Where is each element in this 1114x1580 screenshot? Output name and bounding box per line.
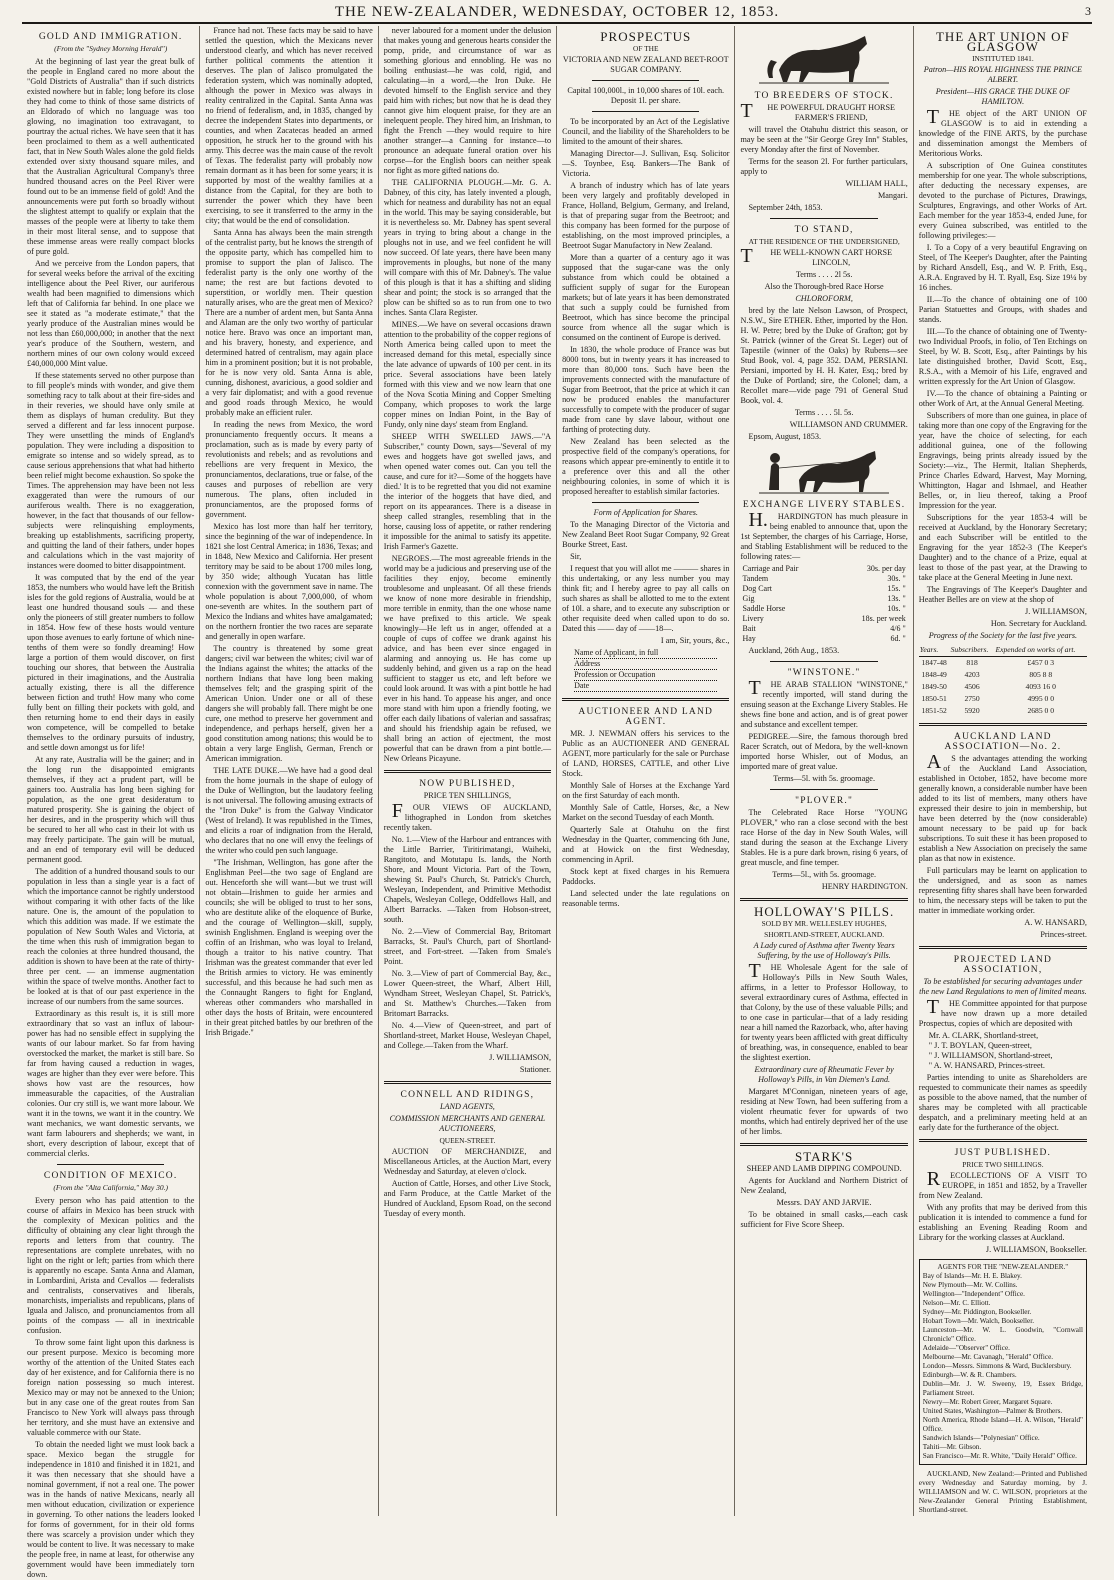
paragraph: I. To a Copy of a very beautiful Engraving on Steel, of The Keeper's Daughter, after the Painting by Richard Ansdell, Esq., and W. P. Frith, Esq., A.R.A. Engraved by H. T. Ryall, Esq. Size 19¼ by 16 inches. <box>918 243 1087 292</box>
art-union-body5: The Engravings of The Keeper's Daughter and Heather Belles are on view at the shop of <box>918 585 1087 604</box>
columns <box>22 26 1092 1579</box>
stand-also: Also the Thorough-bred Race Horse <box>764 282 884 291</box>
stand-terms2: Terms . . . . 5l. 5s. <box>794 408 854 417</box>
projected-lede: To be established for securing advantages under the new Land Regulations to men of limited means. <box>919 977 1087 996</box>
paragraph: Launceston—Mr. W. L. Goodwin, "Cornwall Chronicle" Office. <box>922 1326 1083 1343</box>
form-addressee: To the Managing Director of the Victoria and New Zealand Beet Root Sugar Company, 92 Great Bourke Street, East. <box>562 520 730 549</box>
land-assoc-sign-place: Princes-street. <box>1040 930 1087 939</box>
connell-street: QUEEN-STREET. <box>439 1136 496 1145</box>
table-row: Bait 4/6 " <box>742 624 906 633</box>
paragraph: THE LATE DUKE.—We have had a good deal from the home journals in the shape of eulogy of the Duke of Wellington, but the laudatory feeling is not universal. The following amusing extracts of the "Iron Duke" is from the Galway Vindicator (West of Ireland). It was republished in the Times, and elicits a roar of indignation from the Herald, who declares that no one will envy the feelings of the writer who could pen such language. <box>205 766 373 855</box>
paragraph: The addition of a hundred thousand souls to our population in less than a single year is a fact of which the importance cannot be rightly understood without comparing it with other facts of the like nature. One is, the amount of the population to which this addition was made. If we estimate the population of New South Wales and Victoria, at the time when this rush of immigration began to reach the colonies at three hundred thousand, the addition is shown to have been at the rate of thirty-three per cent. — an immense augmentation within the space of twelve months. Another fact to be looked at is that of our past experience in the increase of our numbers from the same sources. <box>27 867 195 1006</box>
plover-terms: Terms—5l., with 5s. groomage. <box>772 870 877 879</box>
starks-heading: STARK'S <box>795 1149 854 1164</box>
projected-heading: PROJECTED LAND ASSOCIATION, <box>953 955 1053 975</box>
prospectus-heading: PROSPECTUS <box>600 29 692 44</box>
paragraph: No. 1.—View of the Harbour and entrances with the Little Barrier, Tiritirimatangi, Waiheki, Rangitoto, and Motutapu Is. lands, the North Shore, and Mount Victoria. Part of the Town, shewing St. Paul's Church, St. Patrick's Church, Wesleyan, Independent, and Primitive Methodist Chapels, Wesleyan College, Oddfellows Hall, and Albert Barracks. —Taken from Hobson-street, south. <box>383 835 552 924</box>
prospectus-capital: Capital 100,000l., in 10,000 shares of 10l. each. Deposit 1l. per share. <box>567 86 725 105</box>
page-number: 3 <box>1085 4 1092 18</box>
starks-title: SHEEP AND LAMB DIPPING COMPOUND. <box>746 1164 902 1173</box>
paragraph: Nelson—Mr. C. Elliott. <box>922 1299 991 1307</box>
winstone-pedigree: PEDIGREE.—Sire, the famous thorough bred Racer Scratch, out of Medora, by the well-known imported horse Whisler, out of Modus, an imported mare of great value. <box>740 732 908 771</box>
holloway-street: SHORTLAND-STREET, AUCKLAND. <box>764 930 885 939</box>
plover-sign: HENRY HARDINGTON. <box>821 882 908 891</box>
breeders-heading: TO BREEDERS OF STOCK. <box>754 91 894 101</box>
divider <box>770 661 877 662</box>
paragraph: Bay of Islands—Mr. H. E. Blakey. <box>922 1272 1022 1280</box>
breeders-title: THE POWERFUL DRAUGHT HORSE FARMER'S FRIEND, <box>740 100 896 122</box>
holloway-lede2: Extraordinary cure of Rheumatic Fever by Holloway's Pills, in Van Diemen's Land. <box>754 1065 894 1084</box>
divider <box>770 218 877 219</box>
column-6 <box>914 26 1092 1516</box>
paragraph: III.—To the chance of obtaining one of Twenty-two Individual Proofs, in folio, of Ten Etchings on Steel, by W. B. Scott, Esq., after Paintings by his late distinguished brother, David Scott, Esq., R.S.A., with a Memoir of his Life, engraved and written expressly for the Art Union of Glasgow. <box>918 327 1087 386</box>
paragraph: Newry—Mr. Robert Greer, Margaret Square. <box>922 1398 1053 1406</box>
column-1 <box>22 26 200 1579</box>
livery-heading: EXCHANGE LIVERY STABLES. <box>742 500 906 510</box>
paragraph: To obtain the needed light we must look back a space. Mexico began the struggle for independence in 1810 and finished it in 1821, and it was then necessary that she should have a nominal government, if not a real one. The power was in the hands of native Mexicans, nearly all men without education, civilization or experience in governing. To other nations the leaders looked for forms of government, for in their old forms there was scarcely a provision under which they would be content to live. It was necessary to make the people free, in name at least, for otherwise any government would have been immediately torn down. <box>27 1440 195 1579</box>
published-views <box>384 835 551 1051</box>
list-item: " J. WILLIAMSON, Shortland-street, <box>928 1051 1053 1060</box>
list-item: " J. T. BOYLAN, Queen-street, <box>928 1041 1032 1050</box>
art-union-sign-role: Hon. Secretary for Auckland. <box>990 619 1087 628</box>
column-2 <box>200 26 378 1516</box>
table-row: 1848-49 4203 805 8 8 <box>921 670 1053 679</box>
paragraph: No. 2.—View of Commercial Bay, Britomart Barracks, St. Paul's Church, part of Shortland-street, and Fort-street. —Taken from Smale's Point. <box>383 927 552 966</box>
paragraph: THE CALIFORNIA PLOUGH.—Mr. G. A. Dabney, of this city, has lately invented a plough, which for neatness and durability has not an equal in the world. This may be saying considerable, but it is nevertheless so. Mr. Dabney has spent several years in trying to bring about a change in the ploughs not in use, and we feel confident he will now succeed. Of late years, there have been many improvements in ploughs, but none of the many will compare with this of Mr. Dabney's. The value of this plough is that it has a shifting and sliding shear and point; the stock is so arranged that the plow can be shifted so as to run from one to two inches. Santa Clara Register. <box>383 178 552 317</box>
form-field[interactable]: Address <box>574 659 717 670</box>
horse-engraving-icon <box>749 30 899 85</box>
art-union-body3: Subscribers of more than one guinea, in place of taking more than one copy of the Engraving for the year, have the choice of selecting, for each additional guinea, one of the following Engravings, being prints already issued by the Society:—viz., The Hermit, Italian Shepherds, Prince Charles Edward, Harvest, May Morning, Whittington, Hagar and Ishmael, and Heather Belles, or, in lieu thereof, taking a Proof Impression for the year. <box>918 411 1087 510</box>
masthead-title: THE NEW-ZEALANDER, WEDNESDAY, OCTOBER 12, 1853. <box>334 4 780 20</box>
table-row: Dog Cart 15s. " <box>742 584 906 593</box>
breeders-date: September 24th, 1853. <box>748 203 823 212</box>
stand-terms: Terms . . . . 2l 5s. <box>795 270 853 279</box>
gold-heading: GOLD AND IMMIGRATION. <box>38 32 183 42</box>
paragraph: NEGROES.—The most agreeable friends in the world may be a judicious and preserving use of the facilities they enjoy, become eminently troublesome and unpleasant. Of all these friends we know of none more desirable in friendship, more terrible in enmity, than the one whose name we have prefixed to this article. We speak knowingly—He left us in anger, offended at a couple of cups of coffee we drank against his advice, and has been ever since engaged in alarming and annoying us. He has come up suddenly behind, and given us a rap on the head sufficient to stagger us etc, and left before we could look around. It was with a pint bottle he had ever in his hand. To appease his anger, and once more stand with him upon a friendly footing, we offer each daily libations of valerian and sassafras; and should his friendship again be refused, we shall bring an action of ejectment, the most powerful that can be drawn from a pint bottle.—New Orleans Picayune. <box>383 554 552 763</box>
plover-body: The Celebrated Race Horse "YOUNG PLOVER," who ran a close second with the best race Horse of the day in New South Wales, will stand during the season at the Exchange Livery Stables. He is a pure dark brown, rising 6 years, of great muscle, and fine temper. <box>740 808 908 867</box>
paragraph: II.—To the chance of obtaining one of 100 Parian Statuettes and Groups, with shades and stands. <box>918 295 1087 324</box>
art-union-body2: A subscription of One Guinea constitutes membership for one year. The whole subscriptions, after deducting the necessary expenses, are devoted to the purchase of Pictures, Drawings, Sculptures, Engravings, and other Works of Art. Each member for the year 1853-4, ended June, for every Guinea subscribed, was entitled to the following privileges:— <box>918 161 1087 240</box>
paragraph: never laboured for a moment under the delusion that makes young and generous hearts consider the pomp, pride, and circumstance of war as something glorious and ennobling. He was no boiling enthusiast—he was cold, rigid, and calculating—in a word,—the Iron Duke. He devoted himself to the English service and they paid him with riches; but now that he is dead they cannot give him eloquent praise, for they are an inelequent people. They hired him, an Irishman, to fight the French —they would require to hire another stranger—a Canning for instance—to pronounce an adequate funeral oration over his corpse—for the English boors can neither speak nor fight as more gifted nations do. <box>383 26 552 175</box>
paragraph: Stock kept at fixed charges in his Remuera Paddocks. <box>562 867 730 886</box>
paragraph: Managing Director—J. Sullivan, Esq. Solicitor—S. Toynbee, Esq. Bankers—The Bank of Victoria. <box>562 149 730 178</box>
mexico-heading: CONDITION OF MEXICO. <box>43 1171 178 1181</box>
table-row: 1850-51 2750 4995 0 0 <box>921 694 1055 703</box>
newman-body <box>562 729 729 909</box>
table-row: Saddle Horse 10s. " <box>742 604 906 613</box>
table-row: 1851-52 5920 2685 0 0 <box>921 706 1055 715</box>
stand-sub: AT THE RESIDENCE OF THE UNDERSIGNED, <box>748 237 900 246</box>
winstone-heading: "WINSTONE." <box>787 668 861 678</box>
art-union-sign: J. WILLIAMSON, <box>1025 607 1087 616</box>
paragraph: New Zealand has been selected as the prospective field of the company's operations, for reasons which appear pre-eminently to entitle it to a preference over this and all the other neighbouring colonies, in some of which it is proposed hereafter to establish similar factories. <box>562 437 730 496</box>
breeders-name: WILLIAM HALL, <box>845 179 908 188</box>
stand-date: Epsom, August, 1853. <box>748 432 821 441</box>
starks-agents: Messrs. DAY AND JARVIE. <box>776 1198 872 1207</box>
form-sign: I am, Sir, yours, &c., <box>660 636 730 645</box>
column-5 <box>735 26 913 1516</box>
progress-table-title: Progress of the Society for the last five years. <box>928 631 1078 640</box>
column-4 <box>557 26 735 1516</box>
just-published-price: PRICE TWO SHILLINGS. <box>962 1160 1044 1169</box>
table-row: Tandem 30s. " <box>742 574 906 583</box>
divider <box>592 111 699 112</box>
gold-source: (From the "Sydney Morning Herald") <box>54 44 168 53</box>
holloway-sub: SOLD BY MR. WELLESLEY HUGHES, <box>761 919 887 928</box>
agents-box <box>919 1259 1087 1465</box>
paragraph: Edinburgh—W. & R. Chambers. <box>922 1371 1017 1379</box>
newman-heading: AUCTIONEER AND LAND AGENT. <box>578 707 714 727</box>
list-item: Mr. A. CLARK, Shortland-street, <box>928 1031 1039 1040</box>
connell-body <box>384 1147 551 1219</box>
connell-sub2: COMMISSION MERCHANTS AND GENERAL AUCTIONEERS, <box>389 1114 546 1133</box>
mexico-continued <box>205 26 372 1038</box>
divider <box>740 898 907 901</box>
table-header-row: Years. Subscribers. Expended on works of art. <box>919 644 1087 657</box>
divider <box>919 946 1087 949</box>
breeders-terms: Terms for the season 2l. For further particulars, apply to <box>740 157 908 176</box>
paragraph: More than a quarter of a century ago it was supposed that the sugar-cane was the only substance from which could be obtained a sufficient supply of sugar for the European markets; but of late years it has been demonstrated that such a supply could be furnished from Beetroot, which has since become the principal source from whence all the sugar which is consumed on the continent of Europe is derived. <box>562 253 730 342</box>
art-union-privileges <box>919 243 1087 409</box>
published-price: PRICE TEN SHILLINGS, <box>423 791 512 800</box>
form-field[interactable]: Date <box>574 681 717 692</box>
connell-sub1: LAND AGENTS, <box>439 1102 495 1111</box>
holloway-heading: HOLLOWAY'S PILLS. <box>754 904 895 919</box>
land-assoc-heading: AUCKLAND LAND ASSOCIATION—No. 2. <box>944 732 1062 752</box>
art-union-president: President—HIS GRACE THE DUKE OF HAMILTON. <box>935 87 1071 106</box>
paragraph: Every person who has paid attention to the course of affairs in Mexico has been struck with the complexity of Mexican politics and the difficulty of obtaining any clear light through the reports and letters from that country. The representations are complete unrebates, with no light on the right or left; parties from which there is apparently no escape. Santa Anna and Alaman, in Lombardini, Arista and Cevallos — federalists and centralists, conservatives and liberals, monarchists, imperialists and republicans, plans of Iguala and Jalisco, and pronunciamentos from all points of the compass — all in inextricable confusion. <box>27 1196 195 1335</box>
starks-foot: To be obtained in small casks,—each cask sufficient for Five Score Sheep. <box>740 1210 908 1229</box>
paragraph: Wellington—"Independent" Office. <box>922 1290 1025 1298</box>
form-title: Form of Application for Shares. <box>593 508 698 517</box>
paragraph: Santa Anna has always been the main strength of the centralist party, but he knows the strength of the opposite party, which has compelled him to promise to support the plan of Jalisco. The federalist party is the only one worthy of the name; the rest are but factions devoted to superstition, or worldly men. Their question naturally arises, who are the great men of Mexico? There are a number of ardent men, but Santa Anna and Alaman are the only two worthy of particular notice here. Bravo was once an important man, and his bravery, honesty, and experience, and determined hatred of centralism, may again place him in a prominent position; but it is not probable, for he is now very old. Santa Anna is able, cunning, dishonest, avaricious, a good soldier and a very fair diplomatist; and with a good revenue and good roads through Mexico, he would probably make an efficient ruler. <box>205 228 373 417</box>
agents-heading: AGENTS FOR THE "NEW-ZEALANDER." <box>937 1263 1069 1271</box>
breeders-place: Mangari. <box>878 191 908 200</box>
paragraph: To throw some faint light upon this darkness is our present purpose. Mexico is becoming more worthy of the attention of the United States each day of her existence, and for California there is no foreign nation possessing so much interest. Mexico may or may not be annexed to the Union; but in any case one of the great routes from San Francisco to New York will always pass through her territory, and she must have an extensive and valuable commerce with our State. <box>27 1338 195 1437</box>
paragraph: A branch of industry which has of late years been very largely and profitably developed in France, Holland, Belgium, Germany, and Ireland, is that of preparing sugar from the Beetroot; and this company has been formed for the purpose of establishing, on the most improved principles, a Beetroot Sugar Manufactory in New Zealand. <box>562 181 730 250</box>
holloway-lede: A Lady cured of Asthma after Twenty Years Suffering, by the use of Holloway's Pills. <box>753 941 895 960</box>
misc-articles <box>384 26 551 764</box>
divider <box>770 789 877 790</box>
paragraph: AUCTION OF MERCHANDIZE, and Miscellaneous Articles, at the Auction Mart, every Wednesday and Saturday, at eleven o'clock. <box>383 1147 552 1176</box>
paragraph: Adelaide—"Observer" Office. <box>922 1344 1010 1352</box>
published-signature: J. WILLIAMSON, <box>489 1053 552 1062</box>
stand-name: WILLIAMSON AND CRUMMER. <box>789 420 908 429</box>
form-salutation: Sir, <box>570 552 582 561</box>
table-row: Hay 6d. " <box>742 634 906 643</box>
table-row: Carriage and Pair 30s. per day <box>742 564 906 573</box>
mexico-source: (From the "Alta California," May 30.) <box>53 1183 168 1192</box>
paragraph: France had not. These facts may be said to have settled the question, which the Mexicans never understood clearly, and which has never received further political comments the attention it deserves. The plan of Jalisco promulgated the federation system, which was nominally adopted, although the power in Mexico was always in reality centralized in the Capital. Santa Anna was no friend of federalism, and, in 1835, changed by decree the independent States into departments, or counties, and when Zacatecas headed an armed opposition, he struck her to the ground with his army. This decree was the main cause of the revolt of Texas. The federalist party will probably now remain dormant as it has been for some years; it is supported by most of the wealthy families at a distance from the Capital, for they are both to surrender the power which they have been exercising, to see it transferred to the army in the city; that would be the end of consolidation. <box>205 26 373 225</box>
art-union-body4: Subscriptions for the year 1853-4 will be received at Auckland, by the Honorary Secretary; and each Subscriber will be entitled to the Engraving for the year 1852-3 (The Keeper's Daughter) and to the chance of a Prize, equal at least to those of the past year, at the Drawing to take place at the General Meeting in June next. <box>918 513 1087 582</box>
stand-title: THE WELL-KNOWN CART HORSE LINCOLN, <box>740 245 893 267</box>
winstone-body: THE ARAB STALLION "WINSTONE," recently imported, will stand during the ensuing season at the Exchange Livery Stables. He shews fine bone and action, and is of great power and substance and excellent temper. <box>740 677 908 729</box>
paragraph: New Plymouth—Mr. W. Collins. <box>922 1281 1018 1289</box>
paragraph: Dublin—Mr. J. W. Sweeny, 19, Essex Bridge, Parliament Street. <box>922 1380 1083 1397</box>
art-union-patron: Patron—HIS ROYAL HIGHNESS THE PRINCE ALBERT. <box>923 65 1082 84</box>
land-assoc-body2: Full particulars may be learnt on application to the undersigned, and as soon as names representing fifty shares shall have been forwarded to him, the necessary steps will be taken to put the matter in immediate working order. <box>918 866 1087 915</box>
just-published-sign: J. WILLIAMSON, Bookseller. <box>985 1245 1087 1254</box>
paragraph: Tahiti—Mr. Gibson. <box>922 1443 982 1451</box>
paragraph: "The Irishman, Wellington, has gone after the Englishman Peel—the two sage of England are out. Henceforth she will want—but we trust will not obtain—Irishmen to guide her armies and councils; she will be obliged to trust to her sons, who are destitute alike of the eloquence of Burke, and the courage of Wellington—skill, supply, swinish Englishmen. England is weeping over the coffin of an Irishman, who was loyal to Ireland, though a traitor to his native country. That Irishman was the greatest commander that ever led the British armies to victory. He was eminently successful, and this because he had such men as the Connaught Rangers to fight for England, whereas other commanders who marshalled in other days the hosts of Britain, were encountered in their great pitched battles by our brethren of the Irish Brigade." <box>205 858 373 1037</box>
form-field[interactable]: Profession or Occupation <box>574 670 717 681</box>
paragraph: London—Messrs. Simmons & Ward, Bucklersbury. <box>922 1362 1072 1370</box>
just-published-heading: JUST PUBLISHED. <box>954 1148 1052 1158</box>
paragraph: Monthly Sale of Cattle, Horses, &c, a New Market on the second Tuesday of each Month. <box>562 803 730 822</box>
holloway-body2: Margaret M'Connigan, nineteen years of age, residing at New Town, had been suffering from a violent rheumatic fever for upwards of two months, which had entirely deprived her of the use of her limbs. <box>740 1087 908 1136</box>
imprint: AUCKLAND, New Zealand:—Printed and Published every Wednesday and Saturday morning, by J. WILLIAMSON and W. C. WILSON, proprietors at the New-Zealander General Printing Establishment, Shortland-street. <box>918 1469 1087 1514</box>
application-form <box>574 648 717 692</box>
projected-body2: Parties intending to unite as Shareholders are requested to communicate their names as speedily as possible to the above named, that the number of shares may be completed with all practicable despatch, and a preliminary meeting held at an early date for the furtherance of the object. <box>918 1073 1087 1132</box>
divider <box>919 723 1087 726</box>
plover-heading: "PLOVER." <box>795 796 854 806</box>
paragraph: MR. J. NEWMAN offers his services to the Public as an AUCTIONEER AND GENERAL AGENT, more particularly for the sale or Purchase of LAND, HORSES, CATTLE, and other Live Stock. <box>562 729 730 778</box>
form-field[interactable]: Name of Applicant, in full <box>574 648 717 659</box>
divider <box>562 698 729 701</box>
paragraph: Sydney—Mr. Piddington, Bookseller. <box>922 1308 1032 1316</box>
paragraph: The country is threatened by some great dangers; civil war between the whites; civil war of the Indians against the whites; the attacks of the northern Indians that have long been making themselves felt; and the grasping spirit of the American Union. Under one or all of these dangers she will probably fall. There might be one cure, one method to preserve her government and independence, and perhaps herself, given her a good constitution among nations; this would be to obtain a very large English, German, French or American immigration. <box>205 644 373 763</box>
paragraph: At any rate, Australia will be the gainer; and in the long run the disappointed emigrants themselves, if they act a prudent part, will be gainers too. Australia has long been sighing for population, as the one great desideratum to matured prosperity. She is gaining the object of her desires, and in the prosperity which will thus be secured to her all who cast in their lot with us may freely participate. The gain will be mutual, and an end of temporary evil will be deduced permanent good. <box>27 755 195 864</box>
prospectus-of: OF THE <box>632 44 659 53</box>
connell-heading: CONNELL AND RIDINGS, <box>400 1090 535 1100</box>
paragraph: To be incorporated by an Act of the Legislative Council, and the liability of the Shareholders to be limited to the amount of their shares. <box>562 117 730 146</box>
table-row: 1849-50 4506 4093 16 0 <box>921 682 1056 691</box>
paragraph: Hobart Town—Mr. Walch, Bookseller. <box>922 1317 1035 1325</box>
progress-table <box>919 644 1087 717</box>
paragraph: SHEEP WITH SWELLED JAWS.—"A Subscriber," county Down, says—'Several of my ewes and hoggets have got swelled jaws, and when opened water comes out. Can you tell the cause, and cure for it?—Some of the hoggets have died.' It is to be regretted that you did not examine the interior of the hoggets that have died, and report on its appearances. There is a disease in sheep called strangles, resembling that in the horse, causing loss of appetite, or rather rendering it impossible for the animal to satisfy its appetite. Irish Farmer's Gazette. <box>383 432 552 551</box>
paragraph: No. 4.—View of Queen-street, and part of Shortland-street, Market House, Wesleyan Chapel, and College.—Taken from the Wharf. <box>383 1021 552 1050</box>
stand-horse: CHLOROFORM, <box>795 294 853 303</box>
paragraph: Quarterly Sale at Otahuhu on the first Wednesday in the Quarter, commencing 6th June, and at Howick on the first Wednesday, commencing in April. <box>562 825 730 864</box>
starks-body: Agents for Auckland and Northern District of New Zealand, <box>740 1176 908 1195</box>
paragraph: Mexico has lost more than half her territory, since the beginning of the war of independence. In 1821 she lost Central America; in 1836, Texas; and in 1848, New Mexico and California. Her present territory may be said to be about 1700 miles long, by 350 wide; although Yucatan has little connexion with the government save in name. The whole population is about 7,000,000, of whom one-seventh are whites. In the southern part of Mexico the Indians and whites have amalgamated; on the northern frontier the two races are separate and generally in open warfare. <box>205 522 373 641</box>
art-union-instituted: INSTITUTED 1841. <box>972 54 1034 63</box>
just-published-body2: With any profits that may be derived from this publication it is intended to commence a fund for establishing an Evening Reading Room and Library for the working classes at Auckland. <box>918 1203 1087 1242</box>
paragraph: Monthly Sale of Horses at the Exchange Yard on the first Saturday of each month. <box>562 781 730 800</box>
divider <box>919 1139 1087 1142</box>
land-assoc-sign: A. W. HANSARD, <box>1024 918 1087 927</box>
published-signature-role: Stationer. <box>519 1065 552 1074</box>
breeders-body: will travel the Otahuhu district this season, or may be seen at the "Sir George Grey Inn" Stables, every Monday after the first of November. <box>740 125 908 154</box>
livery-rates-table <box>740 564 907 644</box>
stand-body: bred by the late Nelson Lawson, of Prospect, N.S.W., Sire ETHER. Ether, imported by the Hon. H. W. Petre; bred by the Duke of Grafton; got by St. Patrick (winner of the Great St. Leger) out of Tapestile (winner of the Oaks) by Rubens—see Stud Book, vol. 4, page 352. DAM, PERSIANI. Persiani, imported by H. H. Kater, Esq.; bred by the Duke of Portland; sire, the Colonel; dam, a Recollet mare—vide page 791 of General Stud Book, vol. 4. <box>740 306 908 405</box>
winstone-terms: Terms—5l. with 5s. groomage. <box>773 774 875 783</box>
published-title: FOUR VIEWS OF AUCKLAND, lithographed in London from sketches recently taken. <box>383 800 552 832</box>
art-union-body: THE object of the ART UNION OF GLASGOW is to aid in extending a knowledge of the FINE ARTS, by the purchase and dissemination amongst the Members of Meritorious Works. <box>918 106 1087 158</box>
livery-body: H.HARDINGTON has much pleasure in being enabled to announce that, upon the 1st September, the charges of his Carriage, Horse, and Stabling Establishment will be reduced to the following rates:— <box>740 509 908 561</box>
paragraph: It was computed that by the end of the year 1853, the numbers who would have left the British isles for the gold regions of Australia, would be at least one hundred thousand souls — and these only the pioneers of still greater numbers to follow in 1854. How few of these hosts would venture upon those avenues to early fortune of which nine-tenths of them were so fondly dreaming! How large a portion of them would discover, on first touching our shores, that between the Australia pictured in their imaginations, and the Australia actually existing, there is all the difference between fiction and truth! How many who come fully bent on filling their pockets with gold, and then returning home to end their days in easily won competence, will be compelled to betake themselves to the ordinary pursuits of industry, and settle down amongst us for life! <box>27 573 195 752</box>
divider <box>592 502 699 503</box>
art-union-heading: THE ART UNION OF GLASGOW <box>935 29 1070 54</box>
paragraph: IV.—To the chance of obtaining a Painting or other Work of Art, at the Annual General Meeting. <box>918 389 1087 408</box>
table-row: 1847-48 818 £457 0 3 <box>921 658 1055 667</box>
projected-agents <box>919 1031 1087 1071</box>
paragraph: And we perceive from the London papers, that for several weeks before the arrival of the exciting intelligence about the Peel River, our auriferous wealth had been magnified to dimensions which left that of California far behind. In one place we see it stated as "a moderate estimate," that the yearly produce of the Australian mines would be not less than £60,000,000; in another that the next year's produce of the Southern, western, and northern mines of our own colony would exceed £40,000,000 Mint value. <box>27 259 195 368</box>
divider <box>57 1164 164 1165</box>
divider <box>592 80 699 81</box>
livery-date: Auckland, 26th Aug., 1853. <box>748 646 840 655</box>
paragraph: United States, Washington—Palmer & Brothers. <box>922 1407 1063 1415</box>
paragraph: Land selected under the late regulations on reasonable terms. <box>562 889 730 908</box>
mexico-article <box>27 1196 194 1580</box>
prospectus-body <box>562 117 729 497</box>
paragraph: Sandwich Islands—"Polynesian" Office. <box>922 1434 1040 1442</box>
projected-body: THE Committee appointed for that purpose have now drawn up a more detailed Prospectus, copies of which are deposited with <box>918 996 1087 1028</box>
published-heading: NOW PUBLISHED, <box>419 779 516 789</box>
divider <box>740 1143 907 1146</box>
form-body: I request that you will allot me ——— shares in this undertaking, or any less number you may think fit; and I hereby agree to pay all calls on such shares as shall be allotted to me to the extent of 10l. a share, and to execute any subscription or other requisite deed when called upon to do so. Dated this —— day of ——18—. <box>562 564 730 633</box>
paragraph: North America, Rhode Island—H. A. Wilson, "Herald" Office. <box>922 1416 1083 1433</box>
paragraph: In 1830, the whole produce of France was but 8000 tons, but in twenty years it has increased to more than 80,000 tons. Such have been the improvements connected with the manufacture of Sugar from Beetroot, that the price at which it can now be produced enables the manufacturer successfully to compete with the producer of sugar made from cane by slave labour, without one farthing of protecting duty. <box>562 345 730 434</box>
table-row: Livery 18s. per week <box>742 614 906 623</box>
paragraph: At the beginning of last year the great bulk of the people in England cared no more about the "Gold Districts of Australia" than if such districts existed nowhere but in fable; long before its close they had come to think of those same districts of an Eldorado of which no language was too glowing, no imagination too extravagant, to pourtray the actual riches. We have seen that it has been proclaimed to them as a well authenticated fact, that in New South Wales alone the gold fields extended over sixty thousand square miles, and that the Australian Agricultural Company's three hundred thousand acres on the Peel River were found out to be an immense field of gold! And the announcements were put forth so broadly without the slightest attempt to qualify or explain that the masses of the people were at liberty to take them in their most literal sense, and to suppose that these immense areas were really compact blocks of pure gold. <box>27 57 195 256</box>
paragraph: If these statements served no other purpose than to fill people's minds with wonder, and give them something racy to talk about at their fire-sides and in their reveries, we should have only smile at them as displays of human credulity. But they served a different and far less innocent purpose. They were unsettling the minds of England's population. They were including a disposition to emigrate so intense and so widely spread, as to cause serious apprehensions that what had hitherto been relief might become exhaustion. So spoke the Times. The apprehension may have been not less exaggerated than were the rumours of our auriferous wealth. There is no exaggeration, however, in the fact that thousands of our fellow-subjects were relinquishing employments, breaking up establishments, sacrificing property, and quitting the land of their fathers, under hopes and calculations which in the vast majority of instances were doomed to bitter disappointment. <box>27 371 195 570</box>
stand-heading: TO STAND, <box>794 225 854 235</box>
just-published-body: RECOLLECTIONS OF A VISIT TO EUROPE, in 1851 and 1852, by a Traveller from New Zealand. <box>918 1168 1087 1200</box>
paragraph: In reading the news from Mexico, the word pronunciamento frequently occurs. It means a proclamation, such as is made by every party of revolutionists and rebels; and as revolutions and rebellions are very frequent in Mexico, the pronunciamentos, declarations, true or false, of the causes and purposes of rebellion are very numerous. The plans, often included in pronunciamentos, are the proposed forms of government. <box>205 420 373 519</box>
prospectus-company: VICTORIA AND NEW ZEALAND BEET-ROOT SUGAR COMPANY. <box>562 55 729 74</box>
groom-and-horse-engraving-icon <box>749 446 899 494</box>
paragraph: Melbourne—Mr. Cavanagh, "Herald" Office. <box>922 1353 1054 1361</box>
masthead <box>22 4 1092 24</box>
gold-article <box>27 57 194 1159</box>
column-3 <box>379 26 557 1516</box>
holloway-body: THE Wholesale Agent for the sale of Holloway's Pills in New South Wales, affirms, in a letter to Professor Holloway, to several extraordinary cures of Asthma, effected in that Colony, by the use of these valuable Pills; and to one case in particular—that of a lady residing near a hill named the Razorback, who, after having for twenty years been afflicted with great difficulty of breathing, was, in consequence, enabled to bear the slightest exertion. <box>740 960 908 1062</box>
paragraph: Extraordinary as this result is, it is still more extraordinary that so vast an influx of labour-power has had no sensible effect in supplying the wants of our labour market. So far from having overstocked the market, the market is still bare. So far from having caused a reduction in wages, wages are higher than they ever were before. This shows how vast are the resources, how immeasurable the capacities, of the Australian colonies. Our cry still is, we want more labour. We want it in the towns, we want it in the country. We want mechanics, we want domestic servants, we want farm labourers and shepherds; we want, in short, every description of labour, except that of commercial clerks. <box>27 1009 195 1158</box>
divider <box>384 770 551 773</box>
table-row: Gig 13s. " <box>742 594 906 603</box>
paragraph: No. 3.—View of part of Commercial Bay, &c., Lower Queen-street, the Wharf, Albert Hill, Wyndham Street, Wesleyan Chapel, St. Patrick's, and St. Matthew's Churches.—Taken from Britomart Barracks. <box>383 969 552 1018</box>
land-assoc-body: AS the advantages attending the working of the Auckland Land Association, established in October, 1852, have become more generally known, a considerable number have been added to its list of members, many others have expressed their desire to join in membership, but have been deterred by the (now considerable) amount necessary to be paid up for back subscriptions. To suit these it has been proposed to establish a New Association on precisely the same plan as that now in existence. <box>918 751 1087 863</box>
paragraph: MINES.—We have on several occasions drawn attention to the probability of the copper regions of North America being called upon to meet the increased demand for this metal, especially since the late advance of upwards of 100 per cent. in its price. Several associations have been lately formed with this view and we now learn that one of the Nova Scotia Mining and Copper Smelting Company, which proposes to work the large copper mines on Indian Point, in the Bay of Fundy, only nine days' steam from England. <box>383 320 552 429</box>
agents-list <box>923 1272 1083 1461</box>
paragraph: Auction of Cattle, Horses, and other Live Stock, and Farm Produce, at the Cattle Market of the Hundred of Auckland, Epsom Road, on the second Tuesday of every month. <box>383 1179 552 1218</box>
list-item: " A. W. HANSARD, Princes-street. <box>928 1061 1045 1070</box>
divider <box>384 1081 551 1084</box>
paragraph: San Francisco—Mr. R. White, "Daily Herald" Office. <box>922 1452 1077 1460</box>
